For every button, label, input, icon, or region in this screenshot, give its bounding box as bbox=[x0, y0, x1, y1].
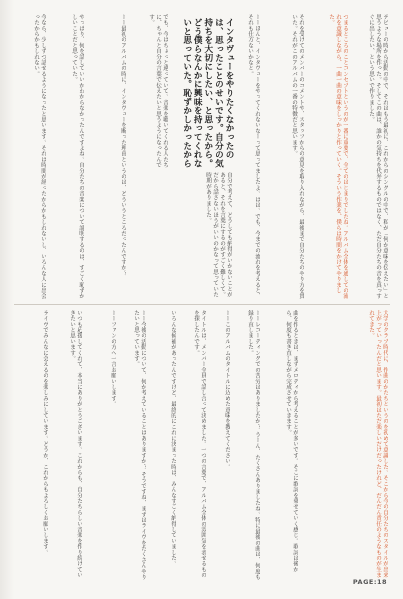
bottom-left-column-2: いつも応援してくれて、本当にありがとうございます。これからも、自分たちらしい音楽を作り続けていきたいと思います。 bbox=[69, 310, 82, 578]
bottom-middle-column-3: いろんな候補があったんですけど、最終的にこれに決まった時は、みんなすごく納得していました。 bbox=[170, 310, 176, 567]
bottom-left-column-3: ライヴでみんなに会えるのを楽しみにしています。どうか、これからもよろしくお願いします。 bbox=[42, 310, 48, 556]
top-middle-column-3: でも、今はちょっと違っていて。音楽を聴いてくれる人たちに、ちゃんと自分の言葉で伝えたいと思うようになったんです。 bbox=[148, 14, 168, 168]
top-middle-column-1: ーーほんと、インタヴューをやってくれないなーって思ってましたよ。はは。でも、今までの流れを考えると、それも仕方ないかなと。 bbox=[247, 14, 260, 299]
page-number: PAGE:18 bbox=[352, 578, 387, 586]
bottom-right-column-2: 曲を作るときは、まずメロディから考えることが多いです。そこに歌詞を乗せていく感じ。歌詞は後から、何度も書き直しながら完成させていきます。 bbox=[285, 310, 298, 573]
top-right-column-2-highlight: つまるところのことコンセプトというのが一番に重要で、全てのはじまりでしたね。アルバム全体を通しての流れを意識しながら、一曲一曲の意味をしっかりと作っていく。そういう作業を、僕らは時間をかけてやりました。 bbox=[328, 14, 348, 299]
section-divider bbox=[14, 304, 390, 305]
headline: インタヴューをやりたくなかったのは、思ったことのせいです。自分の気持ちを大切にしたい、と思ったから。どう僕らなんかに興味を持ってくれないと思っていた。恥ずかしかったから bbox=[181, 18, 234, 168]
bottom-middle-column-4: ーー今後の活動について、何か考えていることはありますか？ そうですね、まずはライヴをたくさんやりたいと思っています。 bbox=[133, 310, 146, 580]
bottom-middle-column-1: ーーこのアルバムのタイトルに込めた意味を教えてください。 bbox=[224, 310, 230, 470]
top-left-column-2: やっぱり、何を話していいかわからなかったんですよね。自分たちの音楽について説明するのは、すごく恥ずかしいことだと思っていた。 bbox=[71, 14, 84, 299]
top-middle-column-2: 自分で考えて、どうしても納得がいかないことがあると、それを言葉にするのがすごく難しくて。だから話さないほうがいいのかなって思っていた時期がありました。 bbox=[205, 172, 232, 298]
top-left-column-1: ーー最初のアルバムの時に、インタヴューを断った理由というのは、どういうところだったんですか？ bbox=[120, 14, 126, 277]
top-right-column-1: デビューの時から活動の中で、それはもう最初に、これからのシングルの中で、私が「何か意味を伝えたい」と思うような場所を作った。そしてこの曲は、誰かの気持ちを代弁するものではなく、ただ自分たちの音を真っすぐに出したい、という思いで作りました。 bbox=[368, 14, 388, 299]
bottom-right-column-1-highlight: 大学のクラブ時代に、作曲のかたちというのを初めて意識した。そこから今の自分たちのスタイルが出来上がっていったんだと思います。最初はただ楽しいだけだったけれど、だんだん責任のようなものが生まれてきた。 bbox=[368, 310, 388, 578]
top-right-column-3: それを受けてのメンバーのコメントや、スタッフからの意見を取り入れながら、最後まで自分たちのやり方を貫いた。それがこのアルバムの一番の特徴だと思います。 bbox=[291, 14, 304, 299]
bottom-left-column-1: ーーファンの方へ一言お願いします。 bbox=[110, 310, 116, 407]
bottom-middle-column-2: タイトルは、メンバー全員で話し合って決めました。一つの言葉で、アルバム全体の雰囲気を表せるものを探したんです。 bbox=[193, 310, 206, 578]
bottom-right-column-3: ーーレコーディングでの苦労はありましたか？ うーん、たくさんありましたね。特に最後の曲は、何度も録り直しました。 bbox=[247, 310, 260, 580]
top-left-column-3: 今なら、少しずつ話せるようになったと思います。それは時間が経ったからかもしれないし、いろんな人に出会ったからかもしれない。 bbox=[33, 14, 46, 299]
